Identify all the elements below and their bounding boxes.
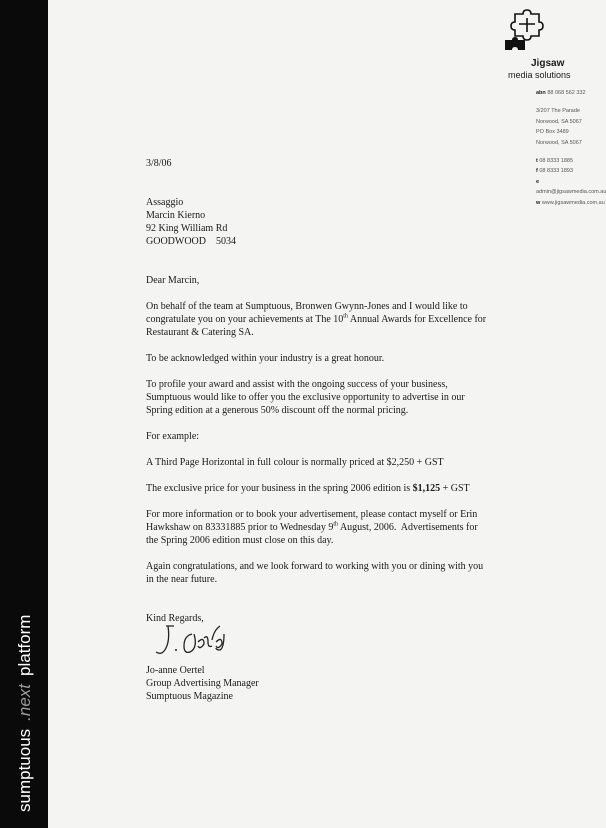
email-label: e <box>536 178 540 185</box>
recipient-line: Assaggio <box>146 197 184 208</box>
jigsaw-puzzle-logo-icon <box>501 10 549 52</box>
closing: Kind Regards, <box>146 613 204 624</box>
email-line <box>536 177 606 198</box>
paragraph-7-line: Hawkshaw on 83331885 prior to Wednesday 9th August, 2006. Advertisements for <box>146 521 478 533</box>
phone-line <box>536 156 606 166</box>
recipient-line: 92 King William Rd <box>146 223 228 234</box>
svg-text:sumptuous.nextplatform <box>15 615 34 812</box>
web-label: w <box>536 199 541 206</box>
spine-brand-b: .next <box>15 683 34 721</box>
address-line: Norwood, SA 5067 <box>536 118 582 125</box>
handwritten-signature <box>146 620 246 662</box>
paragraph-8-line: Again congratulations, and we look forward to working with you or dining with you <box>146 561 484 572</box>
spine-brand-a: sumptuous <box>15 728 34 812</box>
address-line: Norwood, SA 5067 <box>536 139 582 146</box>
salutation: Dear Marcin, <box>146 275 200 286</box>
paragraph-2: To be acknowledged within your industry is a great honour. <box>146 353 385 364</box>
signer-line: Group Advertising Manager <box>146 678 259 689</box>
paragraph-1-line: On behalf of the team at Sumptuous, Bronwen Gwynn-Jones and I would like to <box>146 301 468 312</box>
paragraph-3-line: To profile your award and assist with the ongoing success of your business, <box>146 379 448 390</box>
abn-line <box>536 88 606 98</box>
paragraph-3-line: Spring edition at a generous 50% discount off the normal pricing. <box>146 405 409 416</box>
paragraph-4: For example: <box>146 431 200 442</box>
letterhead-subtitle: media solutions <box>508 70 571 80</box>
paragraph-8-line: in the near future. <box>146 574 218 585</box>
letter-page <box>48 0 606 828</box>
web-line <box>536 198 606 208</box>
recipient-line: GOODWOOD 5034 <box>146 236 236 247</box>
exclusive-price: $1,125 <box>412 483 441 494</box>
sumptuous-spine-bar <box>0 0 48 828</box>
web-value: www.jigsawmedia.com.au <box>541 199 605 206</box>
email-value: admin@jigsawmedia.com.au <box>536 189 606 196</box>
abn-value: 88 068 562 332 <box>547 90 586 96</box>
fax-label: f <box>536 168 538 175</box>
address-line: 3/207 The Parade <box>536 108 580 115</box>
paragraph-7-line: For more information or to book your advertisement, please contact myself or Erin <box>146 509 478 520</box>
fax-line <box>536 166 606 176</box>
paragraph-1-line: congratulate you on your achievements at The 10th Annual Awards for Excellence for <box>146 313 487 325</box>
sumptuous-next-platform-logo <box>4 562 44 812</box>
signer-line: Sumptuous Magazine <box>146 691 233 702</box>
normal-price-line: A Third Page Horizontal in full colour is normally priced at $2,250 + GST <box>146 457 444 468</box>
fax-value: 08 8333 1893 <box>539 168 574 175</box>
paragraph-1-line: Restaurant & Catering SA. <box>146 327 254 338</box>
letterhead-contact-block <box>536 88 606 208</box>
letterhead-name: Jigsaw <box>531 58 565 69</box>
paragraph-3-line: Sumptuous would like to offer you the exclusive opportunity to advertise in our <box>146 392 465 403</box>
paragraph-7-line: the Spring 2006 edition must close on this day. <box>146 535 334 546</box>
address-line: PO Box 3489 <box>536 129 569 136</box>
abn-label: abn <box>536 90 546 96</box>
signer-line: Jo-anne Oertel <box>146 665 205 676</box>
recipient-line: Marcin Kierno <box>146 210 206 221</box>
exclusive-price-line: The exclusive price for your business in the spring 2006 edition is $1,125 + GST <box>146 483 470 494</box>
letter-date: 3/8/06 <box>146 158 172 169</box>
phone-value: 08 8333 1885 <box>539 158 574 165</box>
spine-brand-c: platform <box>15 614 34 676</box>
phone-label: t <box>536 158 538 165</box>
